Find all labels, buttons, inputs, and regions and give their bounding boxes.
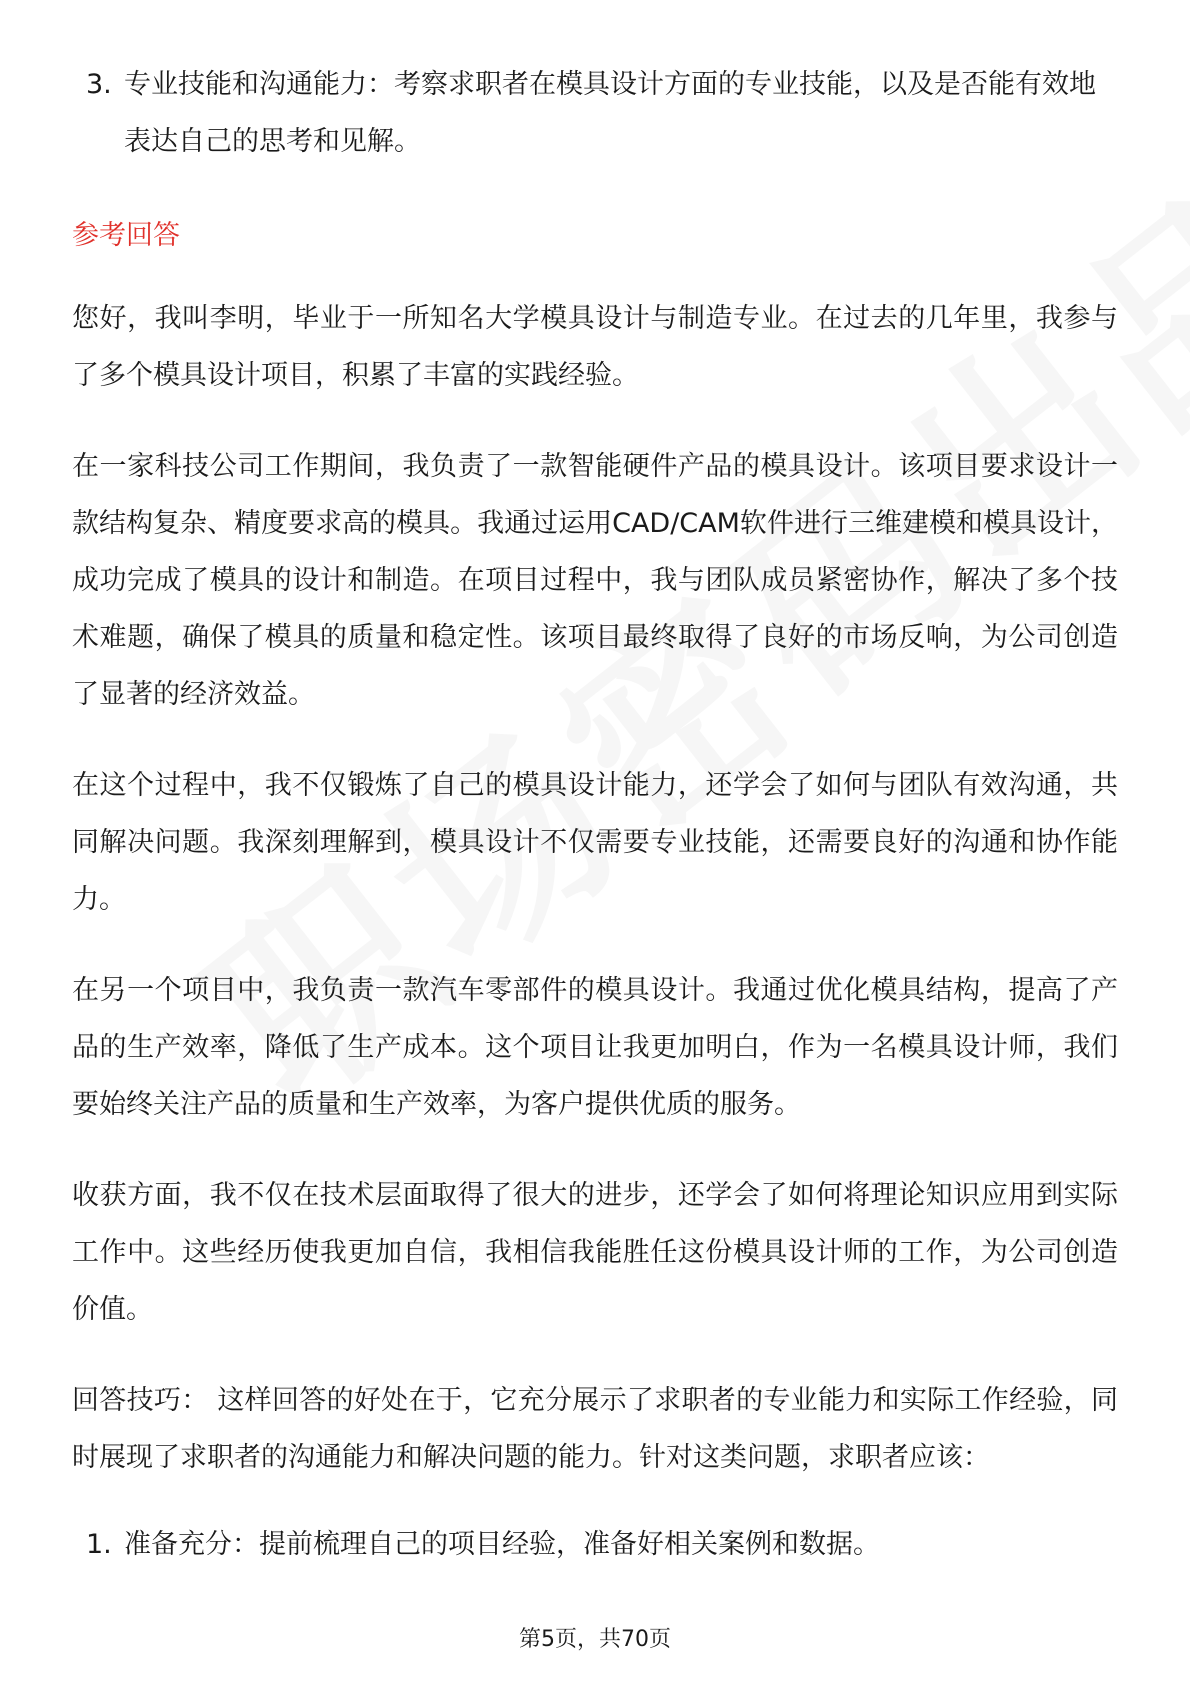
page-number-footer: 第5页，共70页 — [519, 1627, 671, 1652]
paragraph-teamwork: 在这个过程中，我不仅锻炼了自己的模具设计能力，还学会了如何与团队有效沟通，共同解决问题。我深刻理解到，模具设计不仅需要专业技能，还需要良好的沟通和协作能力。 — [72, 770, 1118, 915]
paragraph-project-two: 在另一个项目中，我负责一款汽车零部件的模具设计。我通过优化模具结构，提高了产品的生产效率，降低了生产成本。这个项目让我更加明白，作为一名模具设计师，我们要始终关注产品的质量和生产效率，为客户提供优质的服务。 — [72, 975, 1118, 1120]
list-item-text: 专业技能和沟通能力：考察求职者在模具设计方面的专业技能，以及是否能有效地表达自己的思考和见解。 — [124, 69, 1096, 157]
list-item-number: 3. — [86, 69, 112, 100]
section-title: 参考回答 — [72, 220, 180, 251]
tip-item-text: 准备充分：提前梳理自己的项目经验，准备好相关案例和数据。 — [124, 1529, 880, 1560]
paragraph-answer-tips: 回答技巧： 这样回答的好处在于，它充分展示了求职者的专业能力和实际工作经验，同时展现了求职者的沟通能力和解决问题的能力。针对这类问题，求职者应该： — [72, 1385, 1118, 1473]
paragraph-gains: 收获方面，我不仅在技术层面取得了很大的进步，还学会了如何将理论知识应用到实际工作中。这些经历使我更加自信，我相信我能胜任这份模具设计师的工作，为公司创造价值。 — [72, 1180, 1118, 1325]
paragraph-project-one: 在一家科技公司工作期间，我负责了一款智能硬件产品的模具设计。该项目要求设计一款结构复杂、精度要求高的模具。我通过运用CAD/CAM软件进行三维建模和模具设计，成功完成了模具的设计和制造。在项目过程中，我与团队成员紧密协作，解决了多个技术难题，确保了模具的质量和稳定性。该项目最终取得了良好的市场反响，为公司创造了显著的经济效益。 — [72, 451, 1118, 710]
paragraph-intro: 您好，我叫李明，毕业于一所知名大学模具设计与制造专业。在过去的几年里，我参与了多个模具设计项目，积累了丰富的实践经验。 — [72, 303, 1118, 391]
tip-item-number: 1. — [86, 1529, 112, 1560]
tip-item-1 — [72, 1516, 1118, 1573]
list-item-3 — [72, 56, 1118, 170]
page-content — [72, 56, 1118, 1573]
